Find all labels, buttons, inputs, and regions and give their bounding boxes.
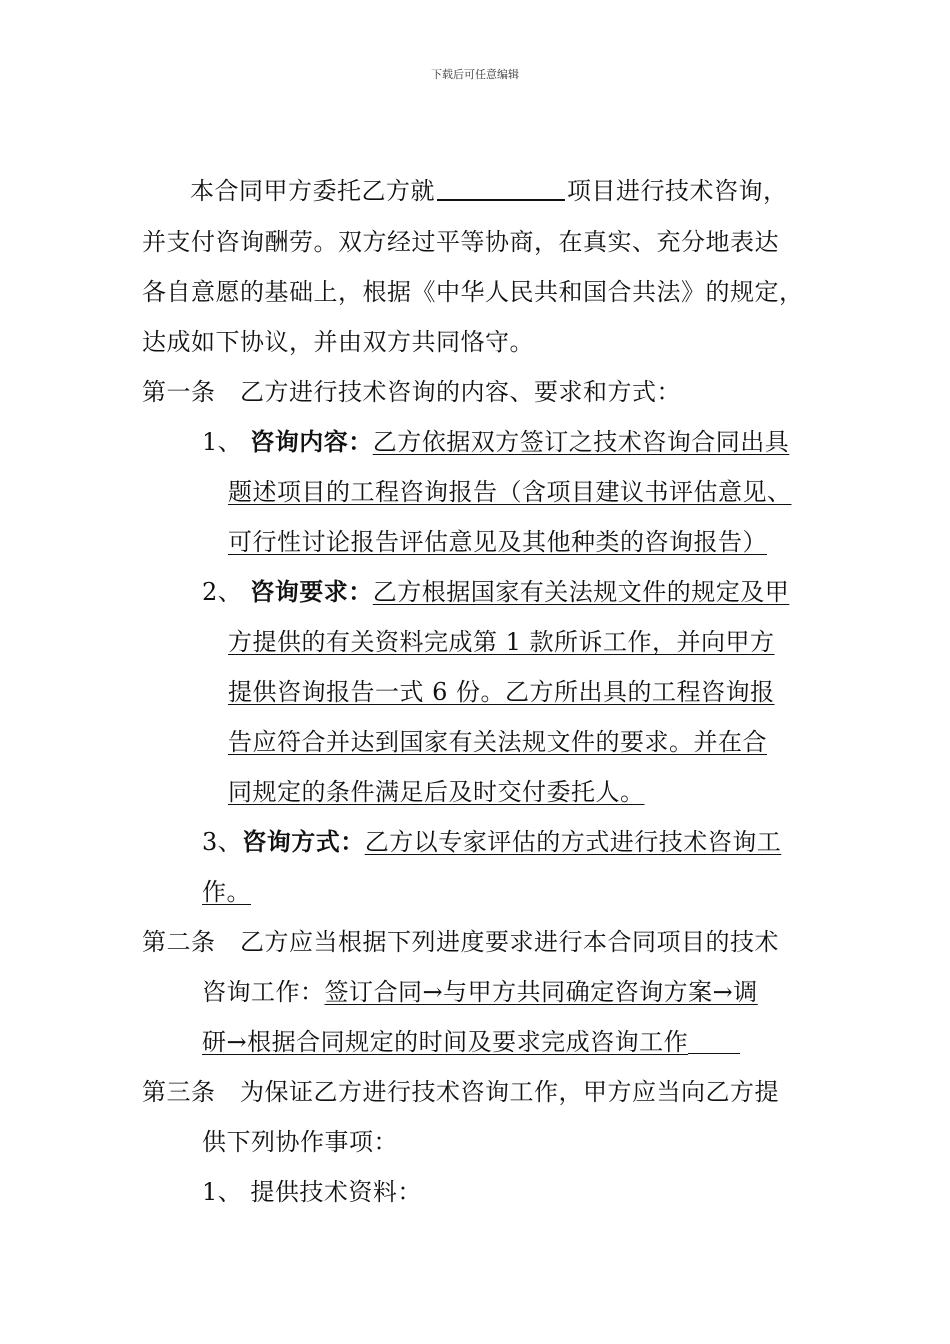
article-2-title: 第二条 乙方应当根据下列进度要求进行本合同项目的技术 bbox=[142, 928, 779, 956]
article-1-item-1-line-1 bbox=[202, 427, 789, 457]
intro-text-a: 本合同甲方委托乙方就 bbox=[190, 177, 435, 205]
intro-text-b: 项目进行技术咨询， bbox=[567, 177, 788, 205]
article-1-item-3-line-1 bbox=[202, 827, 781, 857]
intro-line-2: 并支付咨询酬劳。双方经过平等协商，在真实、充分地表达 bbox=[142, 228, 779, 256]
article-1-item-3-line-2: 作。 bbox=[202, 878, 251, 906]
article-2-schedule-cont: 研→根据合同规定的时间及要求完成咨询工作 bbox=[202, 1028, 689, 1056]
article-3-item-1: 1、 提供技术资料： bbox=[202, 1178, 422, 1206]
article-1-item-2-line-4: 告应符合并达到国家有关法规文件的要求。并在合 bbox=[228, 728, 767, 756]
article-2-line-3 bbox=[202, 1027, 740, 1057]
page-header-note: 下载后可任意编辑 bbox=[431, 68, 519, 81]
article-3-title: 第三条 为保证乙方进行技术咨询工作，甲方应当向乙方提 bbox=[142, 1078, 779, 1106]
intro-line-1 bbox=[190, 176, 788, 206]
article-1-item-1-line-3: 可行性讨论报告评估意见及其他种类的咨询报告） bbox=[228, 528, 767, 556]
project-name-blank[interactable] bbox=[437, 177, 565, 201]
item-text: 乙方根据国家有关法规文件的规定及甲 bbox=[372, 578, 790, 606]
article-1-item-1-line-2: 题述项目的工程咨询报告（含项目建议书评估意见、 bbox=[228, 478, 792, 506]
article-1-title: 第一条 乙方进行技术咨询的内容、要求和方式： bbox=[142, 378, 681, 406]
intro-line-4: 达成如下协议，并由双方共同恪守。 bbox=[142, 328, 534, 356]
item-number: 1、 bbox=[202, 428, 243, 456]
article-1-item-2-line-5: 同规定的条件满足后及时交付委托人。 bbox=[228, 778, 645, 806]
intro-line-3: 各自意愿的基础上，根据《中华人民共和国合共法》的规定， bbox=[142, 278, 804, 306]
item-label: 咨询内容： bbox=[250, 427, 373, 456]
article-1-item-2-line-2: 方提供的有关资料完成第 1 款所诉工作，并向甲方 bbox=[228, 628, 775, 656]
underline-fill bbox=[688, 1031, 740, 1054]
item-text: 乙方以专家评估的方式进行技术咨询工 bbox=[364, 828, 782, 856]
article-1-item-2-line-1 bbox=[202, 577, 789, 607]
article-2-line-2 bbox=[202, 977, 758, 1007]
article-2-lead: 咨询工作： bbox=[202, 978, 325, 1006]
item-label: 咨询要求： bbox=[250, 577, 373, 606]
item-label: 咨询方式： bbox=[242, 827, 365, 856]
article-1-item-2-line-3: 提供咨询报告一式 6 份。乙方所出具的工程咨询报 bbox=[228, 678, 775, 706]
article-2-schedule: 签订合同→与甲方共同确定咨询方案→调 bbox=[324, 978, 758, 1006]
item-text: 乙方依据双方签订之技术咨询合同出具 bbox=[372, 428, 790, 456]
item-number: 2、 bbox=[202, 578, 243, 606]
article-3-line-2: 供下列协作事项： bbox=[202, 1128, 398, 1156]
item-number: 3、 bbox=[202, 828, 243, 856]
